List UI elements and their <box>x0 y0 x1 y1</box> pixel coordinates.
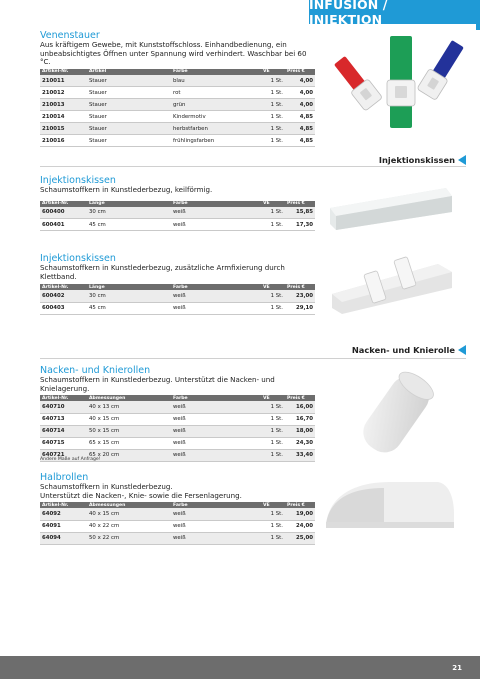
section-description: Schaumstoffkern in Kunstlederbezug, keilförmig. <box>40 185 213 194</box>
table-row <box>40 123 315 135</box>
table-cell: Stauer <box>87 111 171 123</box>
section-injektionskissen-keil <box>40 175 315 231</box>
table-cell: 50 x 15 cm <box>87 425 171 437</box>
table-cell: 40 x 13 cm <box>87 401 171 413</box>
section-divider <box>40 166 466 167</box>
table-cell: weiß <box>171 413 261 425</box>
section-divider <box>40 358 466 359</box>
table-cell: weiß <box>171 401 261 413</box>
table-cell: 640713 <box>40 413 87 425</box>
header-stripe <box>476 24 480 30</box>
table-cell: 4,00 <box>285 99 315 111</box>
table-cell: 210015 <box>40 123 87 135</box>
table-cell: 600400 <box>40 207 87 219</box>
wedge-pillow-image <box>326 182 456 234</box>
table-cell: frühlingsfarben <box>171 135 261 147</box>
table-cell: 1 St. <box>261 302 285 314</box>
column-header: Länge <box>87 284 171 290</box>
table-cell: 600403 <box>40 302 87 314</box>
table-cell: 210016 <box>40 135 87 147</box>
table-cell: Stauer <box>87 87 171 99</box>
column-header: VE <box>261 395 285 401</box>
category-header <box>309 0 480 27</box>
table-cell: 65 x 20 cm <box>87 449 171 461</box>
table-cell: 1 St. <box>261 75 285 87</box>
table-cell: weiß <box>171 449 261 461</box>
section-venenstauer <box>40 30 315 147</box>
table-cell: 210013 <box>40 99 87 111</box>
triangle-left-icon <box>458 345 466 355</box>
section-description-2: Unterstützt die Nacken-, Knie- sowie die Fersenlagerung. <box>40 490 242 500</box>
table-cell: 4,00 <box>285 75 315 87</box>
table-row <box>40 135 315 147</box>
table-cell: weiß <box>171 290 261 302</box>
table-row <box>40 425 315 437</box>
table-cell: 30 cm <box>87 290 171 302</box>
table-cell: 64094 <box>40 532 87 544</box>
table-cell: 210012 <box>40 87 87 99</box>
column-header: Farbe <box>171 284 261 290</box>
table-cell: weiß <box>171 532 261 544</box>
column-header: Artikel-Nr. <box>40 502 87 508</box>
section-description: Aus kräftigem Gewebe, mit Kunststoffschloss. Einhandbedienung, ein unbeabsichtigtes Öffnen unter Spannung wird verhindert. Waschbar bei 60 °C. <box>40 40 307 67</box>
table-cell: 23,00 <box>285 290 315 302</box>
table-cell: 1 St. <box>261 135 285 147</box>
table-cell: rot <box>171 87 261 99</box>
section-description: Schaumstoffkern in Kunstlederbezug, zusätzliche Armfixierung durch Klettband. <box>40 263 285 281</box>
table-cell: 40 x 15 cm <box>87 508 171 520</box>
table-cell: 210014 <box>40 111 87 123</box>
side-heading-injektionskissen <box>379 155 466 165</box>
category-title: INFUSION / INJEKTION <box>309 0 388 27</box>
table-cell: 600402 <box>40 290 87 302</box>
column-header: Artikel-Nr. <box>40 284 87 290</box>
section-description-1: Schaumstoffkern in Kunstlederbezug. <box>40 482 173 491</box>
table-row <box>40 302 315 314</box>
table-cell: 1 St. <box>261 520 285 532</box>
section-title: Halbrollen <box>40 472 89 483</box>
table-cell: 24,00 <box>285 520 315 532</box>
section-halbrollen <box>40 472 315 545</box>
section-nackenrollen <box>40 365 315 462</box>
table-cell: 25,00 <box>285 532 315 544</box>
table-row <box>40 219 315 231</box>
product-table <box>40 201 315 232</box>
table-cell: 600401 <box>40 219 87 231</box>
table-row <box>40 413 315 425</box>
table-cell: blau <box>171 75 261 87</box>
table-row <box>40 290 315 302</box>
neck-roll-image <box>342 360 452 470</box>
triangle-left-icon <box>458 155 466 165</box>
section-title: Nacken- und Knierollen <box>40 365 151 376</box>
table-cell: 1 St. <box>261 413 285 425</box>
page-number: 21 <box>452 663 462 672</box>
table-cell: Stauer <box>87 123 171 135</box>
table-row <box>40 87 315 99</box>
table-cell: 4,00 <box>285 87 315 99</box>
table-cell: 1 St. <box>261 532 285 544</box>
table-cell: 15,85 <box>285 207 315 219</box>
table-cell: weiß <box>171 520 261 532</box>
tourniquet-image <box>332 28 472 138</box>
table-cell: weiß <box>171 437 261 449</box>
column-header: Preis € <box>285 395 315 401</box>
table-cell: Stauer <box>87 135 171 147</box>
table-row <box>40 99 315 111</box>
table-cell: 1 St. <box>261 87 285 99</box>
table-cell: weiß <box>171 219 261 231</box>
table-cell: 1 St. <box>261 425 285 437</box>
table-cell: 40 x 22 cm <box>87 520 171 532</box>
product-table <box>40 502 315 545</box>
table-row <box>40 520 315 532</box>
table-cell: weiß <box>171 508 261 520</box>
column-header: Preis € <box>285 502 315 508</box>
table-cell: weiß <box>171 302 261 314</box>
half-roll-image <box>320 474 460 536</box>
section-title: Injektionskissen <box>40 175 116 186</box>
table-cell: 1 St. <box>261 123 285 135</box>
table-cell: 1 St. <box>261 207 285 219</box>
table-cell: 18,00 <box>285 425 315 437</box>
column-header: VE <box>261 69 285 75</box>
table-cell: Stauer <box>87 99 171 111</box>
table-cell: 16,00 <box>285 401 315 413</box>
column-header: Preis € <box>285 201 315 207</box>
table-cell: 4,85 <box>285 135 315 147</box>
table-row <box>40 508 315 520</box>
column-header: Farbe <box>171 395 261 401</box>
product-table <box>40 69 315 148</box>
table-row <box>40 75 315 87</box>
table-cell: 1 St. <box>261 449 285 461</box>
table-cell: 1 St. <box>261 290 285 302</box>
table-cell: 640710 <box>40 401 87 413</box>
table-cell: 50 x 22 cm <box>87 532 171 544</box>
product-table <box>40 395 315 462</box>
table-row <box>40 207 315 219</box>
column-header: Preis € <box>285 69 315 75</box>
table-cell: 1 St. <box>261 508 285 520</box>
table-cell: 17,30 <box>285 219 315 231</box>
table-cell: 45 cm <box>87 302 171 314</box>
column-header: Artikel-Nr. <box>40 201 87 207</box>
side-heading-nackenrollen <box>352 345 466 355</box>
column-header: Länge <box>87 201 171 207</box>
table-cell: 30 cm <box>87 207 171 219</box>
column-header: Farbe <box>171 69 261 75</box>
table-cell: 64092 <box>40 508 87 520</box>
table-cell: 1 St. <box>261 219 285 231</box>
table-cell: 1 St. <box>261 99 285 111</box>
table-row <box>40 532 315 544</box>
table-cell: 65 x 15 cm <box>87 437 171 449</box>
table-cell: 33,40 <box>285 449 315 461</box>
table-cell: 1 St. <box>261 111 285 123</box>
side-heading-label: Injektionskissen <box>378 155 455 165</box>
table-cell: 24,30 <box>285 437 315 449</box>
table-cell: Stauer <box>87 75 171 87</box>
column-header: Artikel-Nr. <box>40 395 87 401</box>
column-header: VE <box>261 284 285 290</box>
column-header: Abmessungen <box>87 395 171 401</box>
section-title: Injektionskissen <box>40 253 116 264</box>
product-table <box>40 284 315 315</box>
table-cell: 640715 <box>40 437 87 449</box>
page-footer <box>0 656 480 679</box>
note-text: Andere Maße auf Anfrage! <box>40 457 101 462</box>
table-cell: 1 St. <box>261 437 285 449</box>
section-description: Schaumstoffkern in Kunstlederbezug. Unterstützt die Nacken- und Knielagerung. <box>40 375 275 393</box>
table-cell: weiß <box>171 207 261 219</box>
wedge-pillow-strap-image <box>328 250 456 318</box>
side-heading-label: Nacken- und Knierolle <box>351 345 455 355</box>
table-cell: 45 cm <box>87 219 171 231</box>
table-row <box>40 401 315 413</box>
table-cell: herbstfarben <box>171 123 261 135</box>
column-header: Farbe <box>171 502 261 508</box>
table-cell: 16,70 <box>285 413 315 425</box>
table-cell: 4,85 <box>285 111 315 123</box>
table-cell: grün <box>171 99 261 111</box>
table-cell: 64091 <box>40 520 87 532</box>
column-header: Farbe <box>171 201 261 207</box>
column-header: Preis € <box>285 284 315 290</box>
column-header: Artikel-Nr. <box>40 69 87 75</box>
column-header: Artikel <box>87 69 171 75</box>
table-row <box>40 437 315 449</box>
table-cell: 640721 <box>40 449 87 461</box>
table-cell: 210011 <box>40 75 87 87</box>
column-header: VE <box>261 502 285 508</box>
table-row <box>40 111 315 123</box>
section-title: Venenstauer <box>40 30 100 41</box>
table-cell: 19,00 <box>285 508 315 520</box>
table-cell: weiß <box>171 425 261 437</box>
table-cell: 4,85 <box>285 123 315 135</box>
table-cell: 1 St. <box>261 401 285 413</box>
column-header: VE <box>261 201 285 207</box>
table-cell: 40 x 15 cm <box>87 413 171 425</box>
section-injektionskissen-klett <box>40 253 315 315</box>
table-cell: 29,10 <box>285 302 315 314</box>
column-header: Abmessungen <box>87 502 171 508</box>
table-cell: Kindermotiv <box>171 111 261 123</box>
table-cell: 640714 <box>40 425 87 437</box>
